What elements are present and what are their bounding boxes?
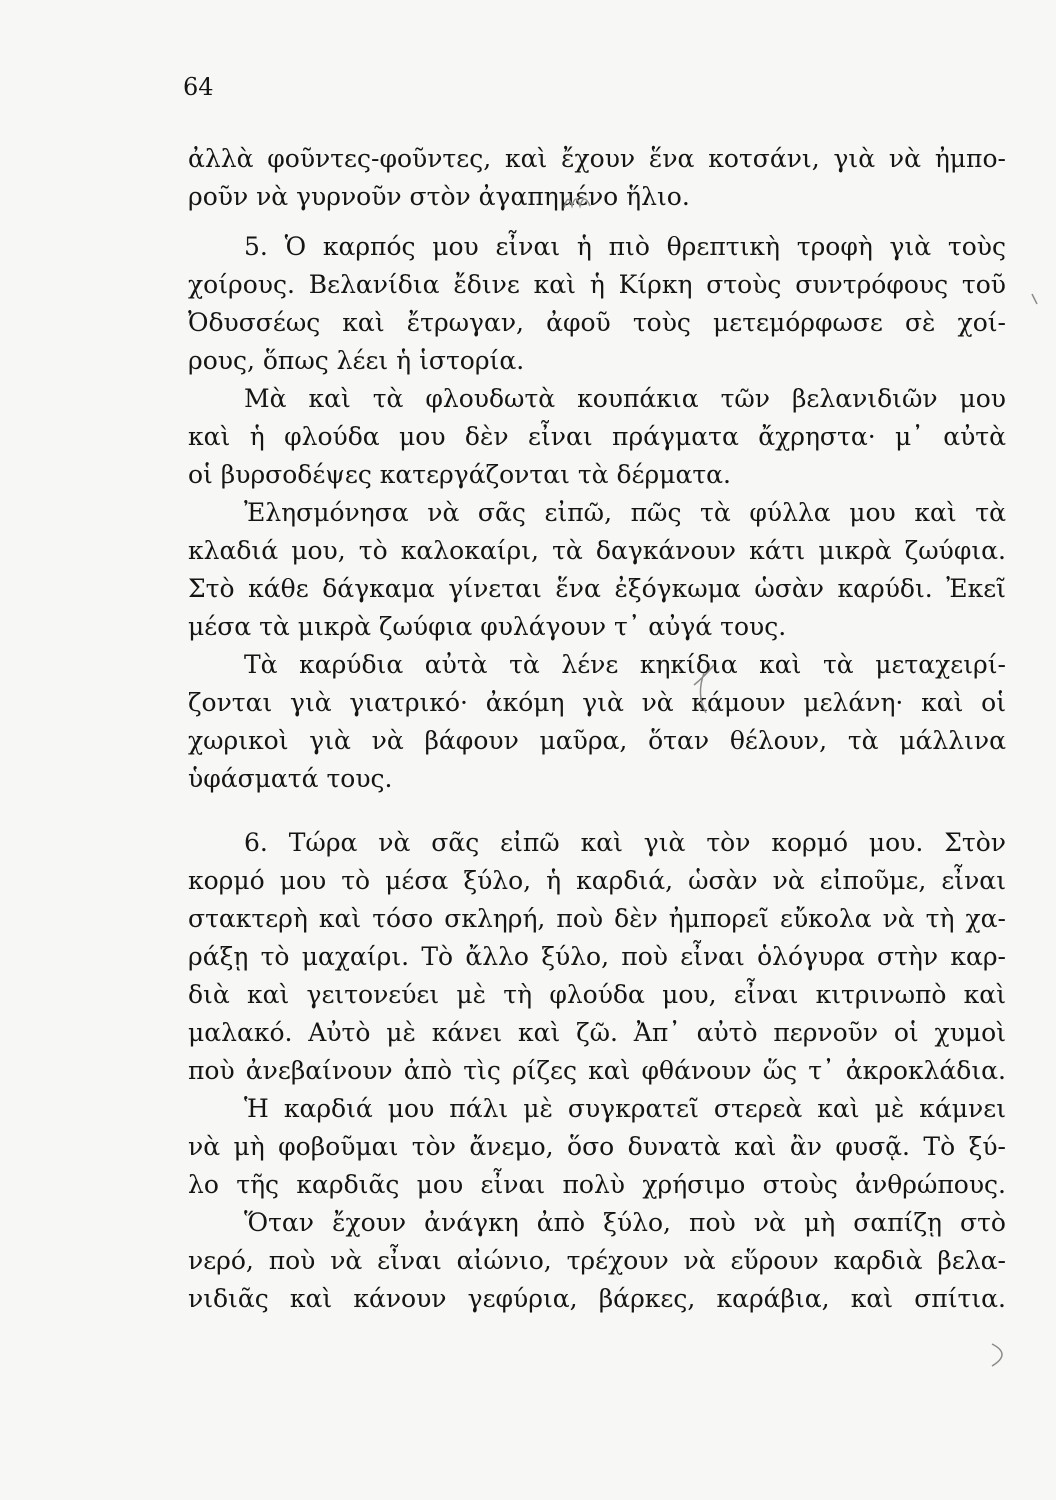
text-line: μέσα τὰ μικρὰ ζωύφια φυλάγουν τ᾽ αὐγά τους. <box>188 612 787 641</box>
text-line: λο τῆς καρδιᾶς μου εἶναι πολὺ χρήσιμο στοὺς ἀνθρώπους. <box>188 1170 1006 1199</box>
text-line: ρους, ὅπως λέει ἡ ἱστορία. <box>188 346 525 375</box>
text-line: ζονται γιὰ γιατρικό· ἀκόμη γιὰ νὰ κάμουν μελάνη· καὶ οἱ <box>188 688 1006 717</box>
text-line: χωρικοὶ γιὰ νὰ βάφουν μαῦρα, ὅταν θέλουν, τὰ μάλλινα <box>188 726 1006 755</box>
text-line: Ὀδυσσέως καὶ ἔτρωγαν, ἀφοῦ τοὺς μετεμόρφωσε σὲ χοί- <box>188 308 1006 337</box>
body-text <box>188 140 1006 1318</box>
text-line: κορμό μου τὸ μέσα ξύλο, ἡ καρδιά, ὡσὰν νὰ εἰποῦμε, εἶναι <box>188 866 1006 895</box>
text-line: νερό, ποὺ νὰ εἶναι αἰώνιο, τρέχουν νὰ εὕρουν καρδιὰ βελα- <box>188 1246 1006 1275</box>
paragraph-start-line: Ἡ καρδιά μου πάλι μὲ συγκρατεῖ στερεὰ καὶ μὲ κάμνει <box>244 1094 1006 1123</box>
paragraph-start-line: Ἐλησμόνησα νὰ σᾶς εἰπῶ, πῶς τὰ φύλλα μου καὶ τὰ <box>244 498 1006 527</box>
pencil-mark-icon <box>690 655 720 715</box>
text-line: στακτερὴ καὶ τόσο σκληρή, ποὺ δὲν ἠμπορεῖ εὔκολα νὰ τὴ χα- <box>188 904 1006 933</box>
text-line: καὶ ἡ φλούδα μου δὲν εἶναι πράγματα ἄχρηστα· μ᾽ αὐτὰ <box>188 422 1006 451</box>
text-line: διὰ καὶ γειτονεύει μὲ τὴ φλούδα μου, εἶναι κιτρινωπὸ καὶ <box>188 980 1006 1009</box>
pencil-mark-icon <box>986 1340 1016 1370</box>
paragraph-start-line: Τὰ καρύδια αὐτὰ τὰ λένε κηκίδια καὶ τὰ μεταχειρί- <box>244 650 1006 679</box>
text-line: νιδιᾶς καὶ κάνουν γεφύρια, βάρκες, καράβια, καὶ σπίτια. <box>188 1284 1006 1313</box>
paragraph-start-line: Ὅταν ἔχουν ἀνάγκη ἀπὸ ξύλο, ποὺ νὰ μὴ σαπίζῃ στὸ <box>244 1208 1006 1237</box>
page-number: 64 <box>183 73 214 101</box>
text-line: Στὸ κάθε δάγκαμα γίνεται ἕνα ἐξόγκωμα ὡσὰν καρύδι. Ἐκεῖ <box>188 574 1006 603</box>
text-line: οἱ βυρσοδέψες κατεργάζονται τὰ δέρματα. <box>188 460 731 489</box>
text-line: χοίρους. Βελανίδια ἔδινε καὶ ἡ Κίρκη στοὺς συντρόφους τοῦ <box>188 270 1006 299</box>
pencil-mark-icon <box>560 186 600 216</box>
text-line: ὑφάσματά τους. <box>188 764 393 793</box>
paragraph-start-line: 6. Τώρα νὰ σᾶς εἰπῶ καὶ γιὰ τὸν κορμό μου. Στὸν <box>244 828 1006 857</box>
text-line: νὰ μὴ φοβοῦμαι τὸν ἄνεμο, ὅσο δυνατὰ καὶ ἂν φυσᾷ. Τὸ ξύ- <box>188 1132 1006 1161</box>
pencil-mark-icon <box>1028 290 1042 310</box>
paragraph-start-line: Μὰ καὶ τὰ φλουδωτὰ κουπάκια τῶν βελανιδιῶν μου <box>244 384 1006 413</box>
text-line: μαλακό. Αὐτὸ μὲ κάνει καὶ ζῶ. Ἀπ᾽ αὐτὸ περνοῦν οἱ χυμοὶ <box>188 1018 1006 1047</box>
text-line: ράξῃ τὸ μαχαίρι. Τὸ ἄλλο ξύλο, ποὺ εἶναι ὁλόγυρα στὴν καρ- <box>188 942 1006 971</box>
text-line: κλαδιά μου, τὸ καλοκαίρι, τὰ δαγκάνουν κάτι μικρὰ ζωύφια. <box>188 536 1006 565</box>
text-line: ποὺ ἀνεβαίνουν ἀπὸ τὶς ρίζες καὶ φθάνουν ὥς τ᾽ ἀκροκλάδια. <box>188 1056 1006 1085</box>
text-line: ἀλλὰ φοῦντες-φοῦντες, καὶ ἔχουν ἕνα κοτσάνι, γιὰ νὰ ἠμπο- <box>188 144 1006 173</box>
paragraph-start-line: 5. Ὁ καρπός μου εἶναι ἡ πιὸ θρεπτικὴ τροφὴ γιὰ τοὺς <box>244 232 1006 261</box>
text-line: ροῦν νὰ γυρνοῦν στὸν ἀγαπημένο ἥλιο. <box>188 182 690 211</box>
